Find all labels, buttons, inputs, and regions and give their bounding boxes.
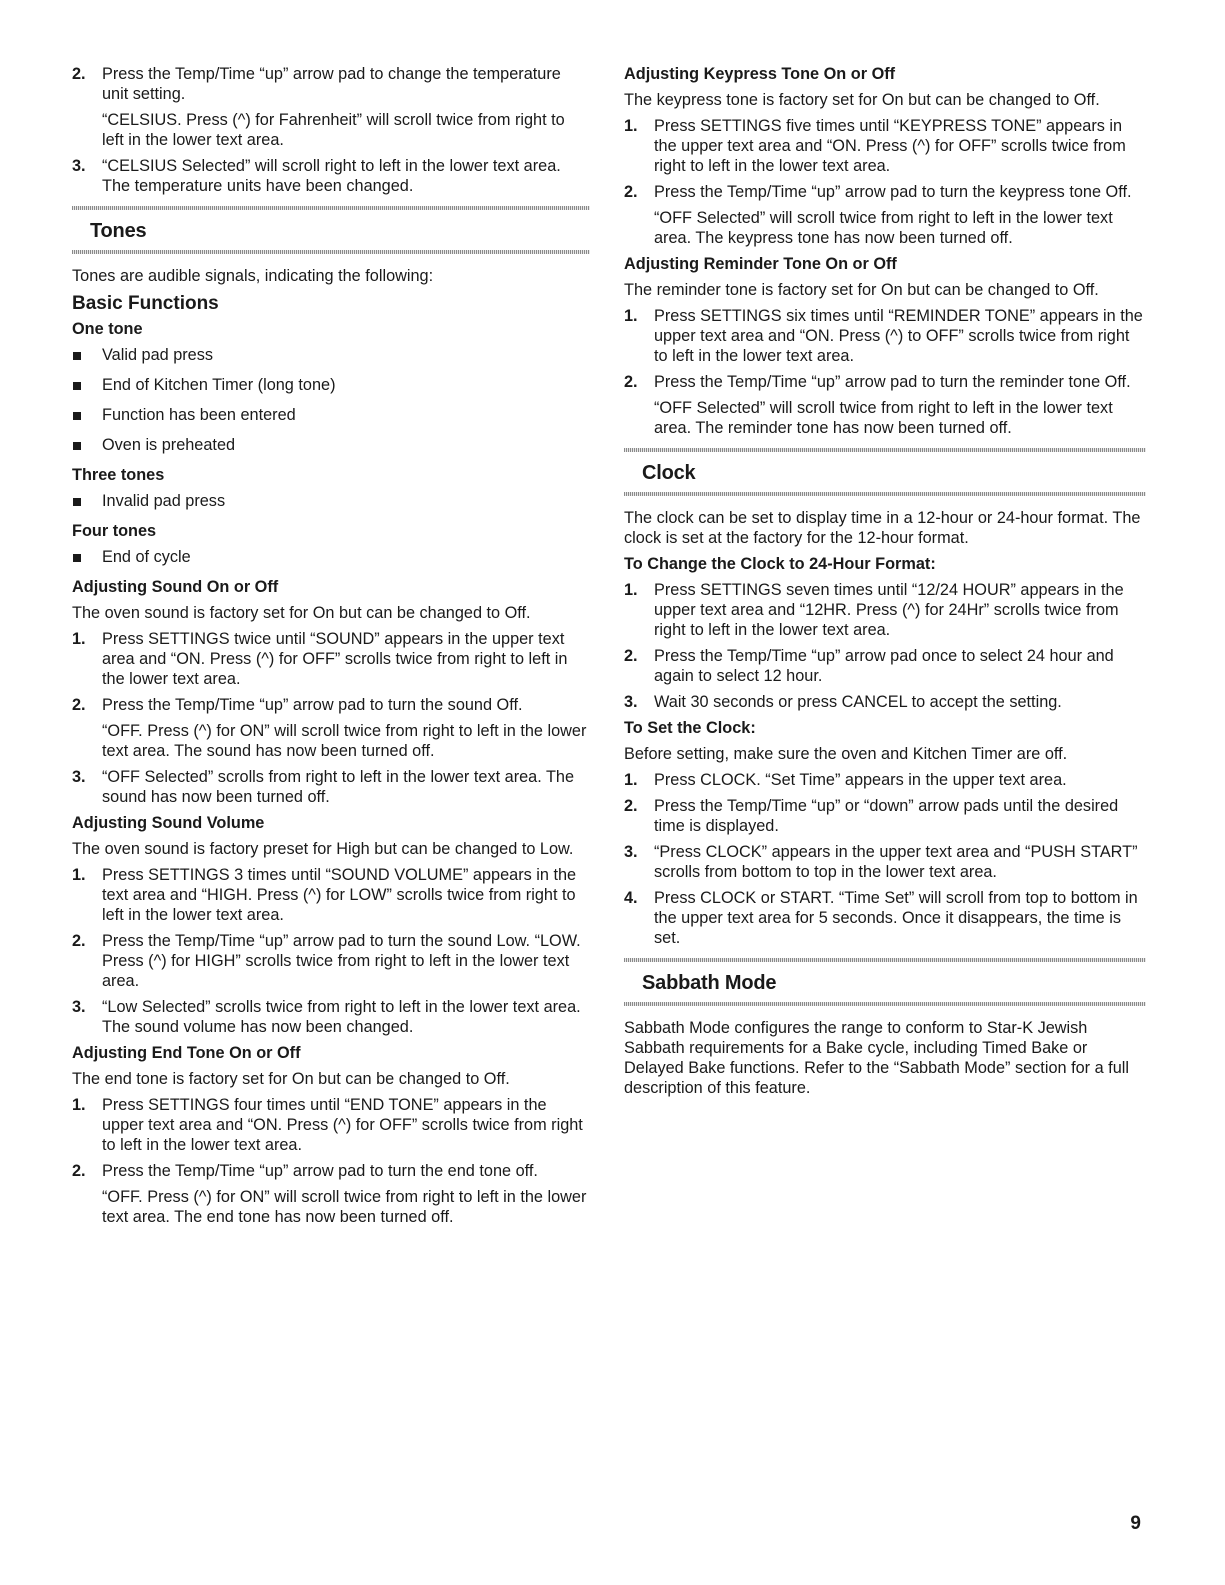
numbered-step: [72, 695, 590, 761]
step-text: Press the Temp/Time “up” or “down” arrow pads until the desired time is displayed.: [654, 797, 1119, 835]
volume-heading: Adjusting Sound Volume: [72, 814, 265, 832]
three-tones-heading: Three tones: [72, 466, 165, 484]
square-bullet-icon: [72, 345, 102, 365]
section-rule: [72, 250, 590, 254]
numbered-step: [72, 997, 590, 1037]
numbered-step: [624, 116, 1146, 176]
numbered-step: [624, 182, 1146, 248]
volume-steps: [72, 865, 590, 1037]
keypress-heading: Adjusting Keypress Tone On or Off: [624, 65, 896, 83]
clock-section-header: [624, 448, 1146, 496]
step-body: [654, 842, 1146, 882]
three-tones-list: [72, 491, 590, 511]
step-number: 3.: [72, 157, 86, 175]
right-column: [624, 64, 1146, 1104]
square-bullet-icon: [72, 375, 102, 395]
numbered-step: [624, 580, 1146, 640]
basic-functions-heading: Basic Functions: [72, 293, 219, 314]
step-text: Press the Temp/Time “up” arrow pad to turn the end tone off.: [102, 1162, 538, 1180]
bullet-item: [72, 405, 590, 425]
numbered-step: [72, 629, 590, 689]
sabbath-section-header: [624, 958, 1146, 1006]
step-text: “Low Selected” scrolls twice from right to left in the lower text area. The sound volume has now been changed.: [102, 998, 581, 1036]
step-text: Press the Temp/Time “up” arrow pad to turn the reminder tone Off.: [654, 373, 1131, 391]
tones-intro: Tones are audible signals, indicating the following:: [72, 267, 434, 285]
step-number: 2.: [624, 373, 638, 391]
reminder-heading: Adjusting Reminder Tone On or Off: [624, 255, 897, 273]
numbered-step: [72, 64, 590, 150]
bullet-item: [72, 345, 590, 365]
numbered-step: [624, 372, 1146, 438]
reminder-steps: [624, 306, 1146, 438]
page-number: 9: [1130, 1513, 1141, 1534]
clock-format-steps: [624, 580, 1146, 712]
keypress-steps: [624, 116, 1146, 248]
left-column: [72, 64, 590, 1233]
numbered-step: [624, 306, 1146, 366]
numbered-step: [72, 865, 590, 925]
numbered-step: [624, 692, 1146, 712]
step-number: 1.: [624, 307, 638, 325]
step-number: 3.: [72, 998, 86, 1016]
step-body: [654, 116, 1146, 176]
numbered-step: [72, 767, 590, 807]
sabbath-body: Sabbath Mode configures the range to conform to Star-K Jewish Sabbath requirements for a Bake cycle, including Timed Bake or Delayed Bake functions. Refer to the “Sabbath Mode” section for a full description of this feature.: [624, 1019, 1129, 1097]
numbered-step: [72, 156, 590, 196]
one-tone-list: [72, 345, 590, 455]
bullet-item: [72, 547, 590, 567]
step-number: 3.: [624, 843, 638, 861]
numbered-step: [624, 796, 1146, 836]
end-tone-heading: Adjusting End Tone On or Off: [72, 1044, 301, 1062]
step-text: Press CLOCK or START. “Time Set” will scroll from top to bottom in the upper text area for 5 seconds. Once it disappears, the time is set.: [654, 889, 1138, 947]
step-body: [102, 865, 590, 925]
step-text: Press SETTINGS twice until “SOUND” appears in the upper text area and “ON. Press (^) for OFF” scrolls twice from right to left in the lower text area.: [102, 630, 568, 688]
step-body: [102, 931, 590, 991]
numbered-step: [624, 842, 1146, 882]
step-text: Press CLOCK. “Set Time” appears in the upper text area.: [654, 771, 1067, 789]
keypress-intro: The keypress tone is factory set for On but can be changed to Off.: [624, 91, 1100, 109]
step-number: 2.: [72, 696, 86, 714]
bullet-text: End of cycle: [102, 548, 191, 566]
step-number: 2.: [72, 932, 86, 950]
sabbath-title: Sabbath Mode: [642, 972, 777, 994]
clock-set-heading: To Set the Clock:: [624, 719, 756, 737]
step-number: 2.: [72, 1162, 86, 1180]
step-number: 3.: [72, 768, 86, 786]
step-text: Press the Temp/Time “up” arrow pad to change the temperature unit setting.: [102, 65, 561, 103]
step-text: “Press CLOCK” appears in the upper text area and “PUSH START” scrolls from bottom to top in the lower text area.: [654, 843, 1138, 881]
step-body: [102, 695, 590, 761]
step-body: [654, 796, 1146, 836]
bullet-item: [72, 375, 590, 395]
section-rule: [624, 492, 1146, 496]
clock-intro: The clock can be set to display time in a 12-hour or 24-hour format. The clock is set at the factory for the 12-hour format.: [624, 509, 1141, 547]
bullet-text: Invalid pad press: [102, 492, 226, 510]
step-body: [654, 580, 1146, 640]
bullet-text: Valid pad press: [102, 346, 214, 364]
clock-format-heading: To Change the Clock to 24-Hour Format:: [624, 555, 936, 573]
step-number: 1.: [624, 771, 638, 789]
end-tone-steps: [72, 1095, 590, 1227]
square-bullet-icon: [72, 491, 102, 511]
step-body: [654, 372, 1146, 438]
clock-set-steps: [624, 770, 1146, 948]
numbered-step: [72, 1095, 590, 1155]
step-number: 2.: [72, 65, 86, 83]
sound-steps: [72, 629, 590, 807]
numbered-step: [72, 1161, 590, 1227]
square-bullet-icon: [72, 547, 102, 567]
step-body: [102, 629, 590, 689]
four-tones-heading: Four tones: [72, 522, 157, 540]
four-tones-list: [72, 547, 590, 567]
tones-section-header: [72, 206, 590, 254]
numbered-step: [624, 888, 1146, 948]
step-text: Press SETTINGS four times until “END TONE” appears in the upper text area and “ON. Press (^) for OFF” scrolls twice from right to left in the lower text area.: [102, 1096, 583, 1154]
intro-steps: [72, 64, 590, 196]
step-text: “OFF. Press (^) for ON” will scroll twice from right to left in the lower text area. The sound has now been turned off.: [102, 722, 587, 760]
step-body: [654, 770, 1146, 790]
numbered-step: [624, 770, 1146, 790]
step-text: Press SETTINGS six times until “REMINDER TONE” appears in the upper text area and “ON. Press (^) to OFF” scrolls twice from right to left in the lower text area.: [654, 307, 1143, 365]
step-text: Wait 30 seconds or press CANCEL to accept the setting.: [654, 693, 1062, 711]
step-text: Press SETTINGS seven times until “12/24 HOUR” appears in the upper text area and “12HR. Press (^) for 24Hr” scrolls twice from right to left in the lower text area.: [654, 581, 1124, 639]
step-text: “CELSIUS. Press (^) for Fahrenheit” will scroll twice from right to left in the lower text area.: [102, 111, 565, 149]
step-text: Press the Temp/Time “up” arrow pad to turn the sound Low. “LOW. Press (^) for HIGH” scrolls twice from right to left in the lower text area.: [102, 932, 581, 990]
step-body: [102, 1161, 590, 1227]
step-number: 2.: [624, 647, 638, 665]
numbered-step: [624, 646, 1146, 686]
step-number: 1.: [624, 117, 638, 135]
square-bullet-icon: [72, 435, 102, 455]
reminder-intro: The reminder tone is factory set for On but can be changed to Off.: [624, 281, 1099, 299]
bullet-item: [72, 435, 590, 455]
step-text: “OFF Selected” scrolls from right to left in the lower text area. The sound has now been turned off.: [102, 768, 575, 806]
bullet-item: [72, 491, 590, 511]
clock-title: Clock: [642, 462, 696, 484]
sound-intro: The oven sound is factory set for On but can be changed to Off.: [72, 604, 531, 622]
step-number: 1.: [72, 1096, 86, 1114]
clock-set-intro: Before setting, make sure the oven and Kitchen Timer are off.: [624, 745, 1068, 763]
sound-heading: Adjusting Sound On or Off: [72, 578, 279, 596]
numbered-step: [72, 931, 590, 991]
step-text: Press the Temp/Time “up” arrow pad to turn the sound Off.: [102, 696, 523, 714]
bullet-text: End of Kitchen Timer (long tone): [102, 376, 336, 394]
step-body: [654, 182, 1146, 248]
step-body: [102, 156, 590, 196]
step-number: 1.: [72, 866, 86, 884]
volume-intro: The oven sound is factory preset for High but can be changed to Low.: [72, 840, 574, 858]
step-body: [654, 646, 1146, 686]
step-text: Press the Temp/Time “up” arrow pad to turn the keypress tone Off.: [654, 183, 1132, 201]
step-text: “OFF Selected” will scroll twice from right to left in the lower text area. The reminder tone has now been turned off.: [654, 399, 1113, 437]
step-number: 2.: [624, 183, 638, 201]
step-body: [102, 64, 590, 150]
bullet-text: Oven is preheated: [102, 436, 236, 454]
step-body: [654, 692, 1146, 712]
step-body: [654, 888, 1146, 948]
tones-title: Tones: [90, 220, 147, 242]
end-tone-intro: The end tone is factory set for On but can be changed to Off.: [72, 1070, 510, 1088]
step-text: “CELSIUS Selected” will scroll right to left in the lower text area. The temperature units have been changed.: [102, 157, 561, 195]
step-body: [102, 997, 590, 1037]
square-bullet-icon: [72, 405, 102, 425]
step-number: 1.: [624, 581, 638, 599]
step-number: 4.: [624, 889, 638, 907]
step-body: [102, 767, 590, 807]
step-text: Press the Temp/Time “up” arrow pad once to select 24 hour and again to select 12 hour.: [654, 647, 1114, 685]
step-number: 2.: [624, 797, 638, 815]
section-rule: [624, 1002, 1146, 1006]
step-text: Press SETTINGS 3 times until “SOUND VOLUME” appears in the text area and “HIGH. Press (^) for LOW” scrolls twice from right to left in the lower text area.: [102, 866, 577, 924]
step-text: Press SETTINGS five times until “KEYPRESS TONE” appears in the upper text area and “ON. Press (^) for OFF” scrolls twice from right to left in the lower text area.: [654, 117, 1126, 175]
step-text: “OFF. Press (^) for ON” will scroll twice from right to left in the lower text area. The end tone has now been turned off.: [102, 1188, 587, 1226]
one-tone-heading: One tone: [72, 320, 143, 338]
step-text: “OFF Selected” will scroll twice from right to left in the lower text area. The keypress tone has now been turned off.: [654, 209, 1113, 247]
step-body: [102, 1095, 590, 1155]
step-body: [654, 306, 1146, 366]
step-number: 1.: [72, 630, 86, 648]
bullet-text: Function has been entered: [102, 406, 296, 424]
step-number: 3.: [624, 693, 638, 711]
